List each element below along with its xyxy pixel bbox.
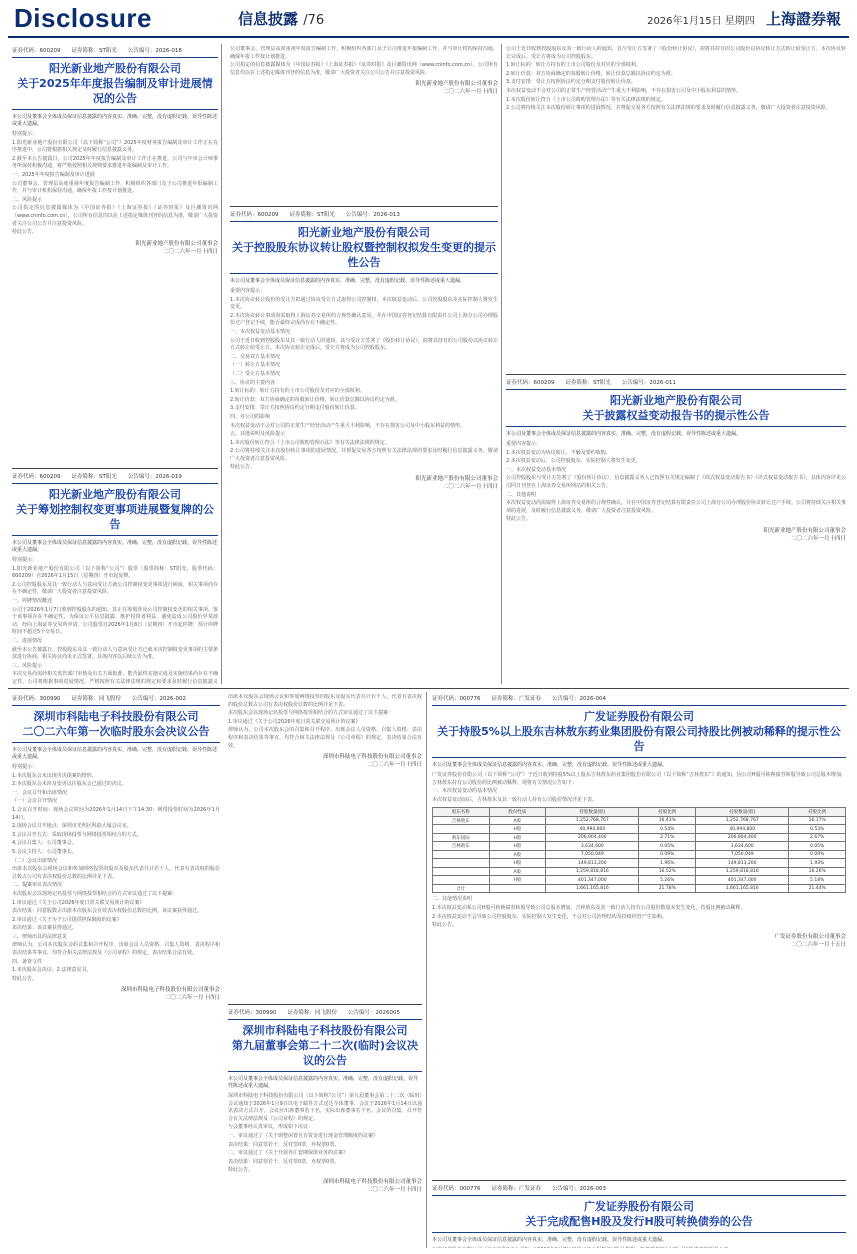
notice-disclaimer: 本公司及董事会全体成员保证信息披露的内容真实、准确、完整，没有虚假记载、误导性陈述或重大遗漏。 [432, 762, 668, 768]
body-paragraph: 特此公告。 [230, 464, 256, 471]
table-cell: A股 [489, 850, 546, 859]
body-paragraph: 表决结果：该议案获得通过。 [12, 925, 78, 932]
body-paragraph: 特此公告。 [432, 922, 458, 929]
table-cell: 7,050,049 [696, 850, 789, 859]
notice-subject: 关于完成配售H股及发行H股可转换债券的公告 [525, 1215, 753, 1228]
table-cell: 149,813,200 [546, 859, 639, 868]
notice-subject: 关于持股5%以上股东吉林敖东药业集团股份有限公司持股比例被动稀释的提示性公告 [437, 725, 841, 753]
notice-divider [230, 206, 498, 207]
column-divider [426, 692, 427, 1248]
notice-body [432, 1247, 846, 1248]
body-paragraph: 3.支付安排：受让方按照协议约定分期支付股份转让价款。 [506, 79, 636, 86]
body-paragraph: 一、本次权益变动的基本情况 [432, 788, 498, 795]
body-paragraph: 律师认为，公司本次股东会的召集和召开程序、出席会议人员资格、召集人资格、表决程序和表决结果等事宜，均符合相关法律法规及《公司章程》的规定，表决结果合法有效。 [12, 942, 220, 957]
body-paragraph: 三、律师出具的法律意见 [12, 933, 68, 940]
body-paragraph: 三、风险提示 [12, 662, 43, 669]
notice-title [12, 705, 220, 743]
notice-title [12, 483, 218, 536]
table-cell: 401,347,000 [696, 876, 789, 885]
column-divider [221, 44, 222, 684]
body-paragraph: 四、备查文件 [12, 958, 43, 965]
table-cell: H股 [489, 859, 546, 868]
table-cell: 敖东国际 [433, 833, 490, 842]
column-header: 持股数量(股) [546, 808, 639, 817]
table-row [433, 816, 846, 825]
body-paragraph: 特别提示： [12, 557, 38, 563]
body-paragraph: 表决结果：同意票若干，反对票0票，弃权票0票。 [228, 1158, 340, 1165]
notice-subject: 二〇二六年第一次临时股东会决议公告 [22, 725, 210, 738]
body-paragraph: 本次交易尚需经相关监管部门审核及有关方面批准，能否最终实施完成及实施结果尚存在不确定性，公司将根据事项进展情况，严格按照有关法律法规的规定和要求及时履行信息披露义 [12, 671, 218, 684]
body-paragraph: 公司于近日收到控股股东及其一致行动人的通知，其与受让方签署了《股份转让协议》，拟将其持有的公司股份以协议转让方式转让给受让方。本次协议转让完成后，受让方将成为公司控股股东。 [230, 337, 498, 352]
body-paragraph: 一、会议召开和出席情况 [12, 789, 68, 796]
body-paragraph: 特此公告。 [12, 229, 38, 236]
table-cell: 3,634,600 [546, 842, 639, 851]
notice-shareholder-meeting-resolution [12, 694, 220, 1246]
notice-body [12, 131, 218, 237]
body-paragraph: 1.本次协议转让股份的受让方拟通过协议受让方式取得公司控制权，本次权益变动后，公司控股股东及实际控制人将发生变更。 [230, 296, 498, 311]
body-paragraph: 本次股东会以现场记名投票与网络投票相结合的方式审议通过了以下提案： [228, 710, 394, 717]
company-name: 阳光新业地产股份有限公司 [298, 226, 430, 239]
notice-divider [432, 1180, 846, 1181]
body-paragraph: （一）转让方基本情况 [230, 362, 281, 369]
section-title [238, 8, 324, 29]
table-cell: 吉林敖东 [433, 842, 490, 851]
notice-divider [228, 1004, 422, 1005]
body-paragraph: 2.审议通过《关于为子公司提供担保额度的议案》 [12, 916, 122, 923]
notice-annual-report-progress [12, 46, 218, 464]
body-paragraph: 截至本公告披露日，控股股东及其一致行动人与意向受让方已就本次控制权变更事项的主要条款进行协商，相关协议尚未正式签署，具体内容以后续公告为准。 [12, 646, 218, 661]
notice-continuation [506, 46, 846, 370]
table-row [433, 825, 846, 834]
table-cell: 0.53% [789, 825, 846, 834]
table-cell [433, 825, 490, 834]
notice-title [432, 1195, 846, 1233]
body-paragraph: 1.阳光新业地产股份有限公司（以下简称“公司”）2025年度财务报告编制及审计工作正在有序推进中，公司将根据相关规定及时履行信息披露义务。 [12, 139, 218, 154]
notice-subject: 关于披露权益变动报告书的提示性公告 [582, 409, 770, 422]
body-paragraph: 2.本次协议转让事项尚需取得上海证券交易所的合规性确认意见，并在中国证券登记结算有限责任公司上海分公司办理股份过户登记手续，能否最终完成尚存在不确定性。 [230, 312, 498, 327]
notice-body [230, 288, 498, 472]
signature-company: 阳光新业地产股份有限公司董事会 [763, 527, 846, 534]
notice-body [506, 441, 846, 524]
body-paragraph: 二、审议通过了《关于开展外汇套期保值业务的议案》 [228, 1150, 349, 1157]
company-name: 深圳市科陆电子科技股份有限公司 [242, 1024, 408, 1037]
table-cell: 1,259,818,816 [546, 867, 639, 876]
table-cell: 7,050,049 [546, 850, 639, 859]
body-paragraph: 深圳市科陆电子科技股份有限公司（以下简称“公司”）第九届董事会第二十二次（临时）会议通知于2026年1月9日以电子邮件方式送达全体董事，会议于2026年1月14日以通讯表决方式召开。会议应出席董事若干名，实际出席董事若干名。会议的召集、召开符合有关法律法规及《公司章程》的规定。 [228, 1093, 422, 1122]
header-right [647, 8, 841, 29]
body-paragraph: 1.转让标的：转让方持有的上市公司股份及对应的全部权利。 [230, 388, 365, 395]
body-paragraph: 三、协议的主要内容 [230, 379, 276, 386]
company-name: 深圳市科陆电子科技股份有限公司 [33, 710, 199, 723]
table-cell: 吉林敖东 [433, 816, 490, 825]
notice-title [228, 1019, 422, 1072]
body-paragraph: 特别提示： [12, 131, 38, 137]
body-paragraph: 本次权益变动不会对公司的正常生产经营活动产生重大不利影响，不存在损害公司及中小股东利益的情形。 [230, 422, 466, 429]
body-paragraph: 一、停牌情况概述 [12, 597, 53, 604]
header-rule [8, 36, 849, 38]
section-name: 信息披露 [238, 10, 299, 28]
table-cell: A股 [489, 867, 546, 876]
table-cell: 40,994,800 [546, 825, 639, 834]
notice-meta: 证券代码：300990 证券简称：同飞股份 公告编号：2026005 [228, 1010, 400, 1016]
notice-disclaimer: 本公司及董事会全体成员保证信息披露的内容真实、准确、完整，没有虚假记载、误导性陈述或重大遗漏。 [228, 1076, 419, 1089]
body-paragraph: 1.本次股东会决议；2.法律意见书。 [12, 967, 92, 974]
body-paragraph: 2.公司将持续关注本次股份转让事项的进展情况，并督促交易各方按照有关法律法规的要求及时履行信息披露义务，敬请广大投资者注意投资风险。 [230, 448, 498, 462]
table-cell: 0.05% [789, 842, 846, 851]
body-paragraph: 3.会议召开方式：采取现场投票与网络投票相结合的方式。 [12, 831, 142, 838]
body-paragraph: 1.本次股份转让符合《上市公司收购管理办法》等有关法律法规的规定。 [506, 96, 666, 103]
table-cell: 0.54% [639, 825, 696, 834]
notice-shareholding-dilution [432, 694, 846, 1176]
company-name: 阳光新业地产股份有限公司 [49, 62, 181, 75]
body-paragraph: 3.支付安排：受让方按照协议约定分期支付股份转让价款。 [230, 405, 360, 412]
body-paragraph: （二）会议出席情况 [12, 857, 58, 864]
body-paragraph: 1.本次股份转让符合《上市公司收购管理办法》等有关法律法规的规定。 [230, 439, 390, 446]
body-paragraph: 出席本次股东会现场会议和参加网络投票的股东及股东代表共计若干人，代表有表决权的股份总数占公司有表决权股份总数的比例详见下表。 [228, 694, 422, 708]
body-paragraph: 广发证券股份有限公司（以下简称“公司”）于近日收到持股5%以上股东吉林敖东药业集团股份有限公司（以下简称“吉林敖东”）的通知，因公司H股可转换债券转股导致公司总股本增加，吉林敖东持有公司股份的比例被动稀释。现将有关情况公告如下： [432, 772, 846, 786]
table-cell: A股 [489, 816, 546, 825]
body-paragraph: （二）受让方基本情况 [230, 370, 281, 377]
signature-date: 二〇二六年一月十四日 [790, 535, 846, 542]
notice-disclaimer: 本公司及董事会全体成员保证信息披露的内容真实、准确、完整，没有虚假记载、误导性陈述或重大遗漏。 [12, 540, 218, 553]
table-cell: 206,904,400 [546, 833, 639, 842]
signature-company: 广发证券股份有限公司董事会 [774, 933, 846, 940]
notice-body [230, 46, 498, 77]
notice-disclaimer: 本公司及董事会全体成员保证信息披露的内容真实、准确、完整，没有虚假记载、误导性陈述或重大遗漏。 [12, 747, 218, 760]
column-header: 持股比例 [639, 808, 696, 817]
table-cell: 1,259,818,816 [696, 867, 789, 876]
body-paragraph: 公司董事会、管理层高度重视年度报告编制工作，积极组织各部门及子公司推进年报编制工作，并与审计机构保持沟通，确保年报工作按计划推进。 [230, 46, 498, 60]
table-cell: 21.44% [789, 884, 846, 893]
body-paragraph: 一、本次权益变动基本情况 [506, 466, 567, 473]
column-header: 股份性质 [489, 808, 546, 817]
notice-body [432, 772, 846, 804]
table-cell: 206,904,400 [696, 833, 789, 842]
body-paragraph: 本次权益变动尚需取得上海证券交易所的合规性确认，并在中国证券登记结算有限责任公司上海分公司办理股份协议转让过户手续。公司将持续关注相关事项的进展，及时履行信息披露义务，敬请广大投资者注意投资风险。 [506, 500, 846, 514]
notice-body [228, 694, 422, 750]
newspaper-logo: 上海證券報 [765, 10, 841, 28]
table-cell [489, 884, 546, 893]
body-paragraph: 公司董事会、管理层高度重视年度报告编制工作，积极组织各部门及子公司推进年报编制工作，并与审计机构保持沟通，确保年报工作按计划推进。 [12, 180, 218, 195]
signature-company: 深圳市科陆电子科技股份有限公司董事会 [322, 1178, 422, 1185]
table-cell: 1,252,768,767 [696, 816, 789, 825]
notice-disclaimer: 本公司及董事会全体成员保证信息披露的内容真实、准确、完整，没有虚假记载、误导性陈述或重大遗漏。 [432, 1237, 668, 1243]
column-divider [501, 44, 502, 684]
table-cell: 401,347,000 [546, 876, 639, 885]
body-paragraph: （一）会议召开情况 [12, 798, 58, 805]
signature-company: 深圳市科陆电子科技股份有限公司董事会 [322, 754, 422, 761]
body-paragraph: 本次股东会以现场记名投票与网络投票相结合的方式审议通过了以下提案： [12, 890, 178, 897]
body-paragraph: 1.本次权益变动为协议转让，不触及要约收购。 [506, 449, 611, 456]
notice-title [506, 389, 846, 427]
table-cell: 21.78% [639, 884, 696, 893]
notice-body [12, 557, 218, 684]
table-cell: H股 [489, 825, 546, 834]
table-row [433, 867, 846, 876]
company-name: 阳光新业地产股份有限公司 [49, 488, 181, 501]
signature-company: 阳光新业地产股份有限公司董事会 [415, 81, 498, 88]
body-paragraph: 表决结果：同意票若干，反对票0票，弃权票0票。 [228, 1141, 340, 1148]
notice-subject: 第九届董事会第二十二次(临时)会议决议的公告 [231, 1039, 419, 1067]
signature-date: 二〇二六年一月十五日 [790, 941, 846, 948]
body-paragraph: 特别提示： [12, 764, 38, 770]
page-header [8, 0, 849, 36]
table-row [433, 859, 846, 868]
body-paragraph: 本次权益变动前后，吉林敖东及其一致行动人持有公司股份情况详见下表。 [432, 796, 598, 803]
body-paragraph: 公司控股股东与受让方签署了《股份转让协议》，信息披露义务人已按照有关规定编制了《简式权益变动报告书》《详式权益变动报告书》，具体内容详见公司同日刊登在上海证券交易所网站的相关公告。 [506, 475, 846, 489]
notice-meta: 证券代码：600209 证券简称：ST阳光 公告编号：2026-013 [230, 212, 400, 218]
notice-continuation [228, 694, 422, 1000]
masthead: Disclosure [14, 3, 152, 33]
company-name: 广发证券股份有限公司 [584, 710, 694, 723]
body-paragraph: 五、其他说明及风险提示 [230, 431, 286, 438]
body-paragraph: 4.会议召集人：公司董事会。 [12, 840, 77, 847]
notice-body [12, 764, 220, 983]
notice-body [432, 896, 846, 929]
company-name: 阳光新业地产股份有限公司 [610, 394, 742, 407]
body-paragraph: 特此公告。 [506, 516, 532, 523]
body-paragraph: 公司指定的信息披露媒体为《中国证券报》《上海证券报》《证券时报》及巨潮资讯网（www.cninfo.com.cn），公司所有信息均以在上述指定媒体刊登的信息为准，敬请广大投资者关注公司公告并注意投资风险。 [230, 62, 498, 76]
body-paragraph: 2.转让价款：双方协商确定的每股转让价格，转让价款总额以协议约定为准。 [230, 396, 400, 403]
body-paragraph: 与会董事经认真审议，形成如下决议： [228, 1124, 314, 1131]
notice-control-change-resumption [12, 472, 218, 684]
table-cell [433, 859, 490, 868]
shareholding-table [432, 807, 846, 893]
table-cell: 16.43% [639, 816, 696, 825]
table-cell: 149,813,200 [696, 859, 789, 868]
body-paragraph: 二、进展情况 [12, 637, 43, 644]
table-row [433, 850, 846, 859]
body-paragraph: 1.本次股东会未出现否决提案的情形。 [12, 772, 97, 779]
body-paragraph: 1.审议通过《关于公司2026年度日常关联交易预计的议案》 [12, 899, 145, 906]
table-cell: H股 [489, 833, 546, 842]
notice-subject: 关于筹划控制权变更事项进展暨复牌的公告 [16, 503, 214, 531]
notice-subject: 关于2025年年度报告编制及审计进展情况的公告 [17, 77, 213, 105]
body-paragraph: 2.本次权益变动不会导致公司控股股东、实际控制人发生变化，不会对公司治理结构及持续经营产生影响。 [432, 913, 667, 920]
body-paragraph: 一、本次权益变动基本情况 [230, 328, 291, 335]
signature-date: 二〇二六年一月十四日 [366, 762, 422, 769]
table-row [433, 842, 846, 851]
body-paragraph: 二、其他情况说明 [432, 896, 473, 903]
body-paragraph: 1.阳光新业地产股份有限公司（以下简称“公司”）股票（股票简称：ST阳光，股票代码：600209）自2026年1月15日（星期四）开市起复牌。 [12, 565, 218, 580]
body-paragraph: 2.本次权益变动后，公司控股股东、实际控制人将发生变更。 [506, 458, 641, 465]
body-paragraph: 二、其他说明 [506, 491, 537, 498]
body-paragraph: 律师认为，公司本次股东会的召集和召开程序、出席会议人员资格、召集人资格、表决程序和表决结果等事宜，均符合相关法律法规及《公司章程》的规定，表决结果合法有效。 [228, 727, 422, 749]
table-cell: 0.09% [639, 850, 696, 859]
signature-date: 二〇二六年一月十四日 [442, 484, 498, 491]
page-number: /76 [303, 13, 325, 28]
signature-date: 二〇二六年一月十四日 [366, 1186, 422, 1193]
body-paragraph: 特此公告。 [12, 975, 38, 982]
notice-h-share-placement [432, 1184, 846, 1248]
notice-subject: 关于控股股东协议转让股权暨控制权拟发生变更的提示性公告 [232, 241, 496, 269]
notice-disclaimer: 本公司及董事会全体成员保证信息披露的内容真实、准确、完整，没有虚假记载、误导性陈述或重大遗漏。 [230, 278, 466, 284]
notice-meta: 证券代码：000776 证券简称：广发证券 公告编号：2026-003 [432, 1186, 606, 1192]
body-paragraph: 2.转让价款：双方协商确定的每股转让价格，转让价款总额以协议约定为准。 [506, 70, 676, 77]
body-paragraph: 二、风险提示 [12, 196, 43, 203]
body-paragraph: 重要内容提示： [506, 441, 542, 447]
notice-title [230, 221, 498, 274]
notice-meta: 证券代码：600209 证券简称：ST阳光 公告编号：2026-011 [506, 380, 676, 386]
signature-company: 深圳市科陆电子科技股份有限公司董事会 [120, 987, 220, 994]
signature-date: 二〇二六年一月十四日 [164, 995, 220, 1002]
body-paragraph: 1.审议通过《关于公司2026年度日常关联交易预计的议案》 [228, 718, 361, 725]
table-cell [433, 867, 490, 876]
column-header: 持股数量(股) [696, 808, 789, 817]
table-row [433, 884, 846, 893]
body-paragraph: 5.会议主持人：公司董事长。 [12, 848, 77, 855]
notice-disclaimer: 本公司及董事会全体成员保证信息披露的内容真实、准确、完整，没有虚假记载、误导性陈述或重大遗漏。 [12, 114, 218, 127]
table-cell: 2.67% [789, 833, 846, 842]
body-paragraph: 本次权益变动不会对公司的正常生产经营活动产生重大不利影响，不存在损害公司及中小股东利益的情形。 [506, 87, 742, 94]
notice-equity-change-report [506, 378, 846, 684]
body-paragraph: 特此公告。 [228, 1167, 254, 1174]
table-cell: 0.05% [639, 842, 696, 851]
notice-share-transfer-control-change [230, 210, 498, 684]
notice-meta: 证券代码：000776 证券简称：广发证券 公告编号：2026-004 [432, 696, 606, 702]
notice-divider [12, 468, 218, 469]
body-paragraph: 出席本次股东会现场会议和参加网络投票的股东及股东代表共计若干人，代表有表决权的股份总数占公司有表决权股份总数的比例详见下表。 [12, 866, 220, 880]
table-cell: 16.26% [789, 867, 846, 876]
notice-body [506, 46, 846, 113]
table-cell: 0.09% [789, 850, 846, 859]
table-cell: 5.26% [639, 876, 696, 885]
table-cell: H股 [489, 876, 546, 885]
notice-divider [506, 374, 846, 375]
body-paragraph: 表决结果：同意股数占出席本次股东会有效表决权股份总数的比例，该议案获得通过。 [12, 908, 203, 915]
table-body [433, 816, 846, 893]
body-paragraph: 1.本次权益变动系公司H股可转换债券转股导致公司总股本增加，吉林敖东及其一致行动人持有公司股份数量未发生变化，持股比例被动稀释。 [432, 904, 746, 911]
notice-disclaimer: 本公司及董事会全体成员保证信息披露的内容真实、准确、完整，没有虚假记载、误导性陈述或重大遗漏。 [506, 431, 742, 437]
body-paragraph: 2.公司将持续关注本次股份转让事项的进展情况，并督促交易各方按照有关法律法规的要求及时履行信息披露义务，敬请广大投资者注意投资风险。 [506, 105, 831, 112]
notice-board-meeting-resolution [228, 1008, 422, 1246]
notice-meta: 证券代码：300990 证券简称：同飞股份 公告编号：2026-002 [12, 696, 186, 702]
body-paragraph: 重要内容提示： [230, 288, 266, 294]
body-paragraph: 2.现场会议召开地点：深圳市光明区科陆大厦会议室。 [12, 823, 132, 830]
company-name: 广发证券股份有限公司 [584, 1200, 694, 1213]
body-paragraph: 2.截至本公告披露日，公司2025年年度报告编制及审计工作正在推进，公司与年审会计师事务所保持积极沟通，将严格按照相关规则要求推进年报编制及审计工作。 [12, 155, 218, 170]
body-paragraph: 公司指定的信息披露媒体为《中国证券报》《上海证券报》《证券时报》及巨潮资讯网（www.cninfo.com.cn），公司所有信息均以在上述指定媒体刊登的信息为准，敬请广大投资者关注公司公告并注意投资风险。 [12, 205, 218, 227]
table-cell: 2.71% [639, 833, 696, 842]
signature-company: 阳光新业地产股份有限公司董事会 [415, 476, 498, 483]
body-paragraph: 四、对公司的影响 [230, 413, 271, 420]
table-cell: 1.93% [789, 859, 846, 868]
body-paragraph: 一、2025年年度报告编制及审计进展 [12, 171, 95, 178]
body-paragraph: 公司于2026年1月7日收到控股股东的通知，其正在筹划涉及公司控制权变更的相关事项。鉴于该事项存在不确定性，为保证公平信息披露，维护投资者利益，避免造成公司股价异常波动，经向上海证券交易所申请，公司股票自2026年1月8日（星期四）开市起停牌，预计停牌时间不超过5个交易日。 [12, 606, 218, 636]
table-cell [433, 876, 490, 885]
notice-meta: 证券代码：600209 证券简称：ST阳光 公告编号：2026-019 [12, 474, 182, 480]
table-cell: H股 [489, 842, 546, 851]
notice-continuation [230, 46, 498, 202]
signature-date: 二〇二六年一月十四日 [162, 248, 218, 255]
table-cell: 1.96% [639, 859, 696, 868]
notice-title [432, 705, 846, 758]
table-cell: 1,661,165,816 [696, 884, 789, 893]
body-paragraph: 公司于近日收到控股股东及其一致行动人的通知，其与受让方签署了《股份转让协议》，拟将其持有的公司股份以协议转让方式转让给受让方。本次协议转让完成后，受让方将成为公司控股股东。 [506, 46, 846, 60]
notice-meta: 证券代码：600209 证券简称：ST阳光 公告编号：2026-018 [12, 48, 182, 54]
table-cell: 3,634,600 [696, 842, 789, 851]
table-row [433, 876, 846, 885]
table-cell: 40,994,800 [696, 825, 789, 834]
column-header: 股东名称 [433, 808, 490, 817]
table-header-row [433, 808, 846, 817]
signature-company: 阳光新业地产股份有限公司董事会 [135, 240, 218, 247]
body-paragraph [432, 1247, 846, 1248]
body-paragraph: 2.公司控股股东及其一致行动人与意向受让方就公司控制权变更事项进行磋商，相关事项尚存在不确定性，敬请广大投资者注意投资风险。 [12, 581, 218, 596]
table-cell: 16.17% [789, 816, 846, 825]
issue-date: 2026年1月15日 星期四 [647, 16, 755, 27]
table-cell: 5.18% [789, 876, 846, 885]
table-cell [433, 850, 490, 859]
table-cell: 16.52% [639, 867, 696, 876]
column-header: 持股比例 [789, 808, 846, 817]
table-cell: 1,661,165,816 [546, 884, 639, 893]
table-cell: 1,252,768,767 [546, 816, 639, 825]
body-paragraph: 2.本次股东会未涉及变更以往股东会已通过的决议。 [12, 781, 127, 788]
body-paragraph: 1.会议召开时间：现场会议时间为2026年1月14日下午14:30；网络投票时间为2026年1月14日。 [12, 806, 220, 821]
table-row [433, 833, 846, 842]
section-divider [8, 688, 849, 689]
body-paragraph: 二、交易双方基本情况 [230, 353, 281, 360]
notice-body [228, 1093, 422, 1175]
notice-title [12, 57, 218, 110]
signature-date: 二〇二六年一月十四日 [442, 89, 498, 96]
body-paragraph: 二、提案审议表决情况 [12, 882, 63, 889]
table-cell: 合计 [433, 884, 490, 893]
body-paragraph: 一、审议通过了《关于调整闲置自有资金进行现金管理额度的议案》 [228, 1132, 379, 1139]
body-paragraph: 1.转让标的：转让方持有的上市公司股份及对应的全部权利。 [506, 62, 641, 69]
